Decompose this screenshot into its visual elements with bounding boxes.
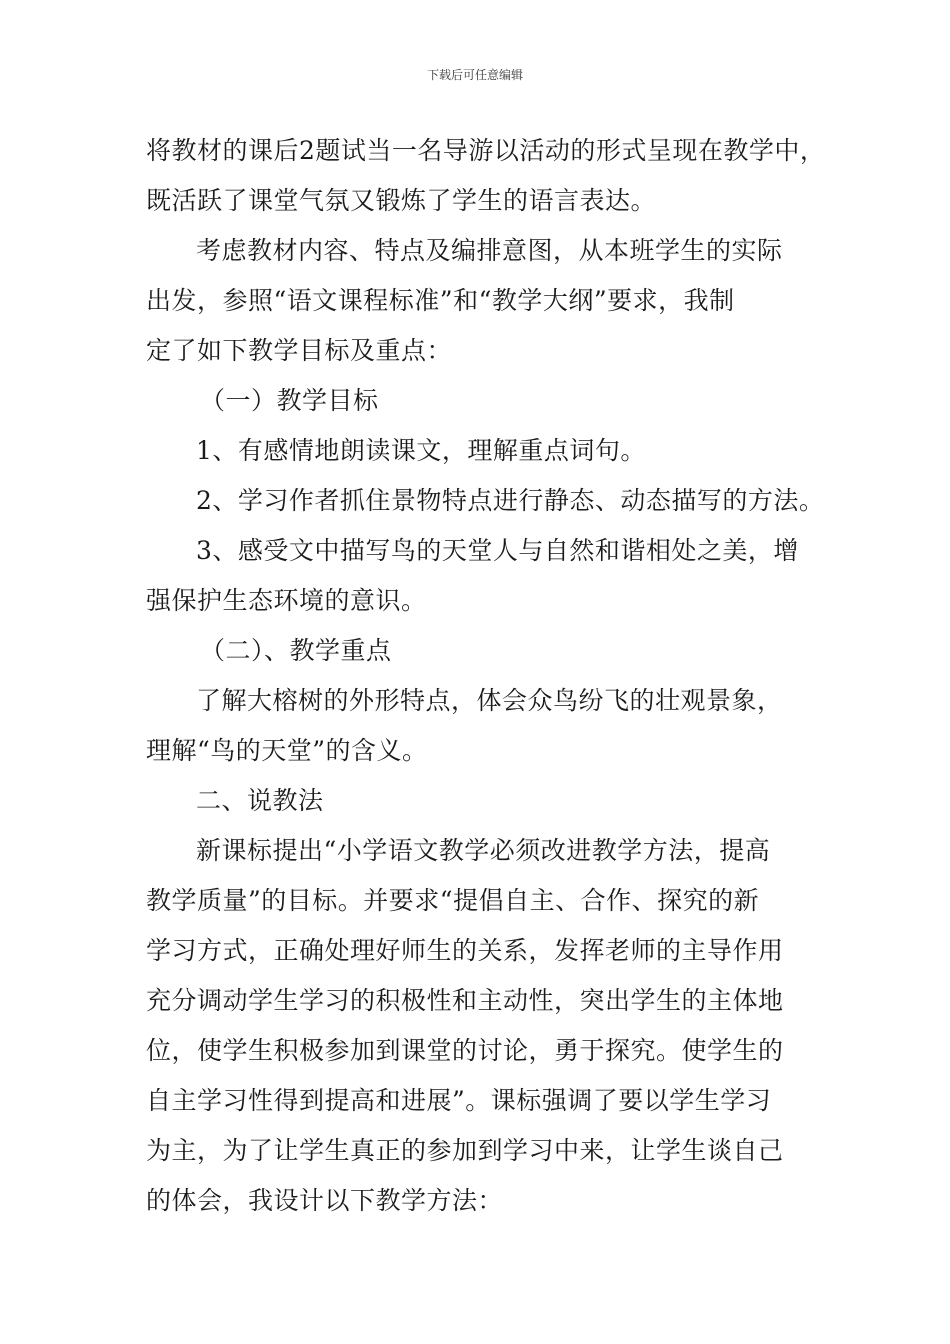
text-line: 了解大榕树的外形特点，体会众鸟纷飞的壮观景象， [196,686,783,715]
text-line: 的体会，我设计以下教学方法： [146,1186,504,1215]
text-line: 出发，参照“语文课程标准”和“教学大纲”要求，我制 [146,286,735,315]
section-heading: （一）教学目标 [200,386,379,415]
page-header: 下载后可任意编辑 [426,68,523,82]
text-line: 充分调动学生学习的积极性和主动性，突出学生的主体地 [146,986,784,1015]
text-line: 新课标提出“小学语文教学必须改进教学方法，提高 [196,836,771,865]
text-line: 教学质量”的目标。并要求“提倡自主、合作、探究的新 [146,886,760,915]
text-line: 定了如下教学目标及重点： [146,336,453,365]
text-line: 位，使学生积极参加到课堂的讨论，勇于探究。使学生的 [146,1036,784,1065]
text-line: 自主学习性得到提高和进展”。课标强调了要以学生学习 [146,1086,772,1115]
text-line: 为主，为了让学生真正的参加到学习中来，让学生谈自己 [146,1136,784,1165]
section-heading: 二、说教法 [196,786,324,815]
text-line: 强保护生态环境的意识。 [146,586,427,615]
document-body [146,126,826,1226]
text-line: 将教材的课后2题试当一名导游以活动的形式呈现在教学中， [146,136,826,165]
section-heading: （二）、教学重点 [200,636,392,665]
text-line: 学习方式，正确处理好师生的关系，发挥老师的主导作用 [146,936,784,965]
list-item: 3、感受文中描写鸟的天堂人与自然和谐相处之美，增 [196,536,799,565]
list-item: 1、有感情地朗读课文，理解重点词句。 [196,436,646,465]
text-line: 理解“鸟的天堂”的含义。 [146,736,428,765]
text-line: 既活跃了课堂气氛又锻炼了学生的语言表达。 [146,186,657,215]
list-item: 2、学习作者抓住景物特点进行静态、动态描写的方法。 [196,486,825,515]
text-line: 考虑教材内容、特点及编排意图，从本班学生的实际 [196,236,783,265]
